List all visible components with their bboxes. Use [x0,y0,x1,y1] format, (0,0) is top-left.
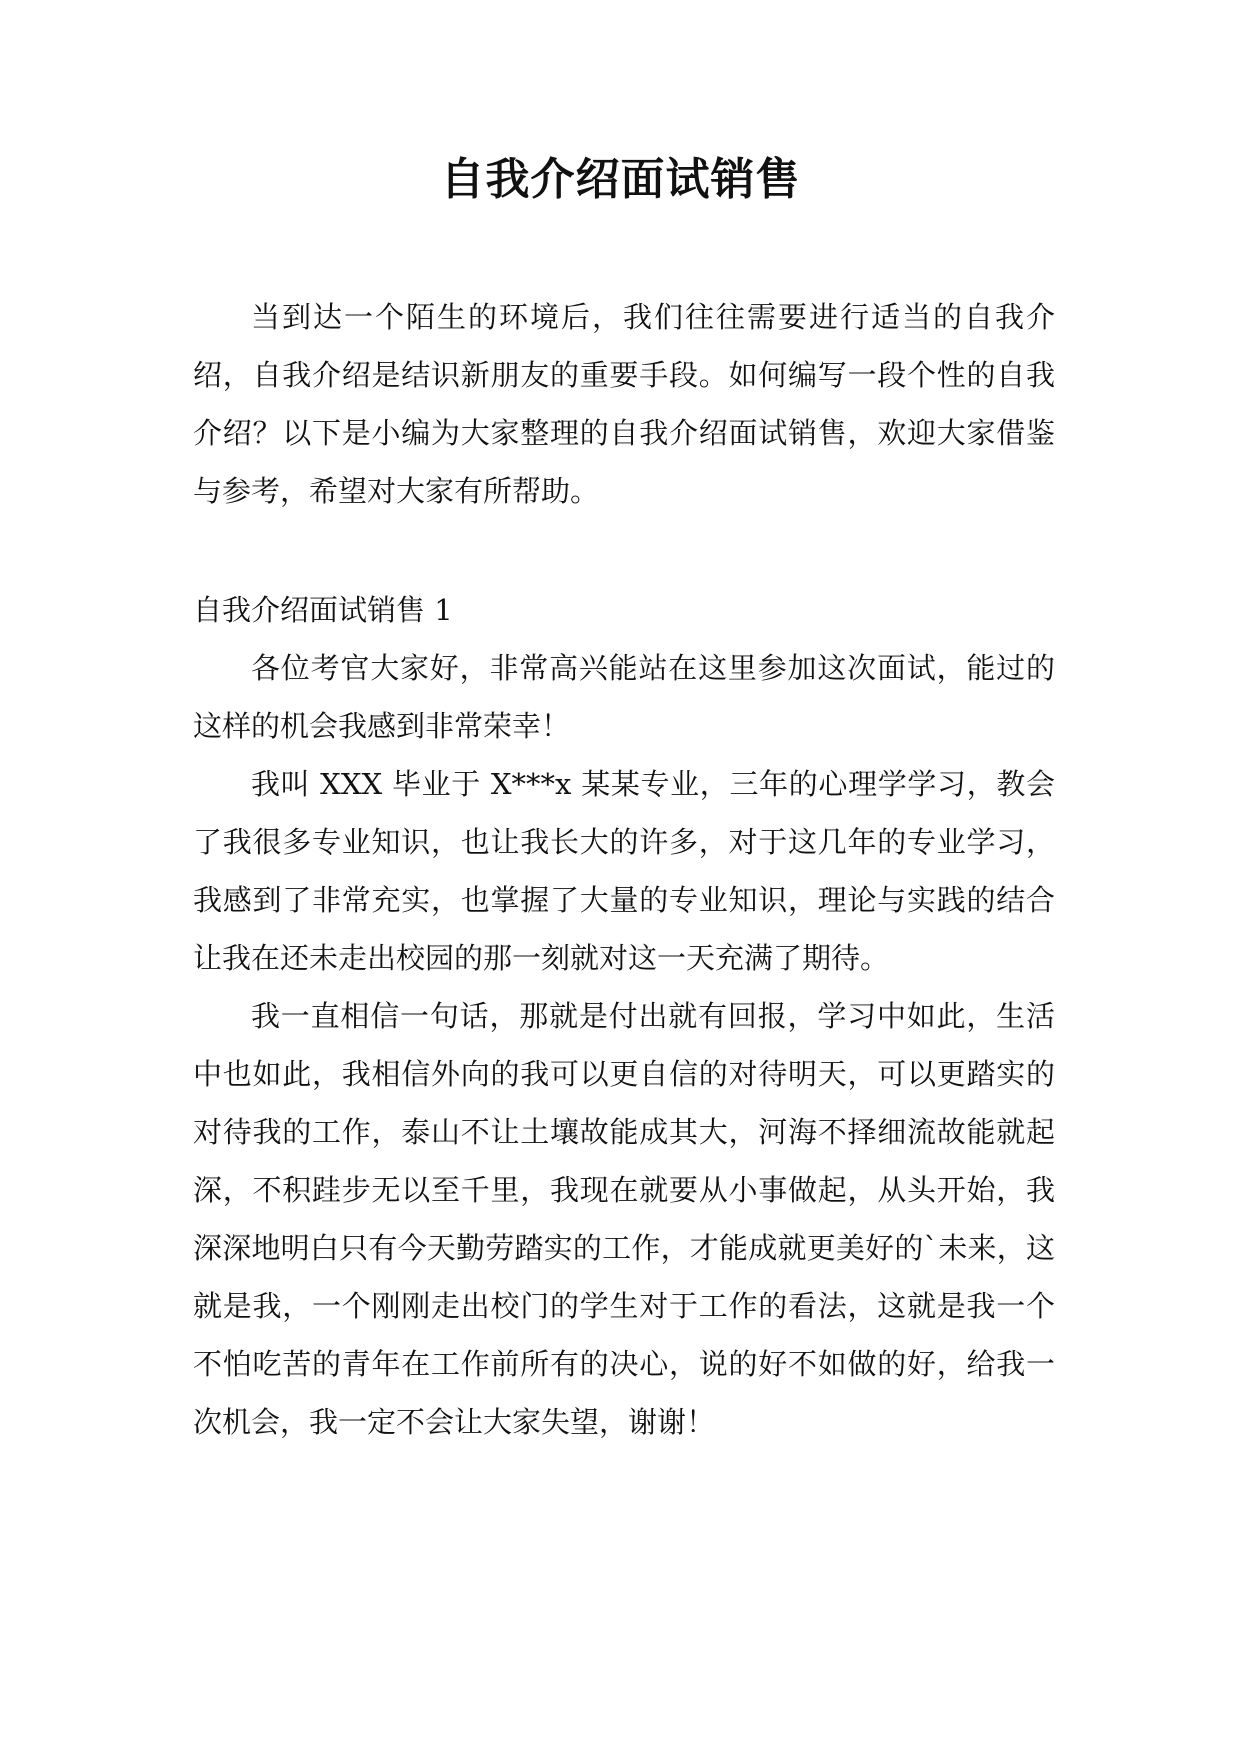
section-1 [193,581,1055,1451]
body-paragraph-3: 我一直相信一句话，那就是付出就有回报，学习中如此，生活中也如此，我相信外向的我可以更自信的对待明天，可以更踏实的对待我的工作，泰山不让土壤故能成其大，河海不择细流故能就起深，不积跬步无以至千里，我现在就要从小事做起，从头开始，我深深地明白只有今天勤劳踏实的工作，才能成就更美好的`未来，这就是我，一个刚刚走出校门的学生对于工作的看法，这就是我一个不怕吃苦的青年在工作前所有的决心，说的好不如做的好，给我一次机会，我一定不会让大家失望，谢谢！ [193,999,1055,1439]
document-title: 自我介绍面试销售 [440,154,801,205]
intro-paragraph: 当到达一个陌生的环境后，我们往往需要进行适当的自我介绍，自我介绍是结识新朋友的重要手段。如何编写一段个性的自我介绍？以下是小编为大家整理的自我介绍面试销售，欢迎大家借鉴与参考，希望对大家有所帮助。 [193,300,1055,508]
body-paragraph-2: 我叫 XXX 毕业于 X***x 某某专业，三年的心理学学习，教会了我很多专业知识，也让我长大的许多，对于这几年的专业学习，我感到了非常充实，也掌握了大量的专业知识，理论与实践的结合让我在还未走出校园的那一刻就对这一天充满了期待。 [193,767,1055,975]
intro-section [193,288,1055,520]
section-heading: 自我介绍面试销售 1 [193,593,453,627]
body-paragraph-1: 各位考官大家好，非常高兴能站在这里参加这次面试，能过的这样的机会我感到非常荣幸！ [193,651,1055,743]
